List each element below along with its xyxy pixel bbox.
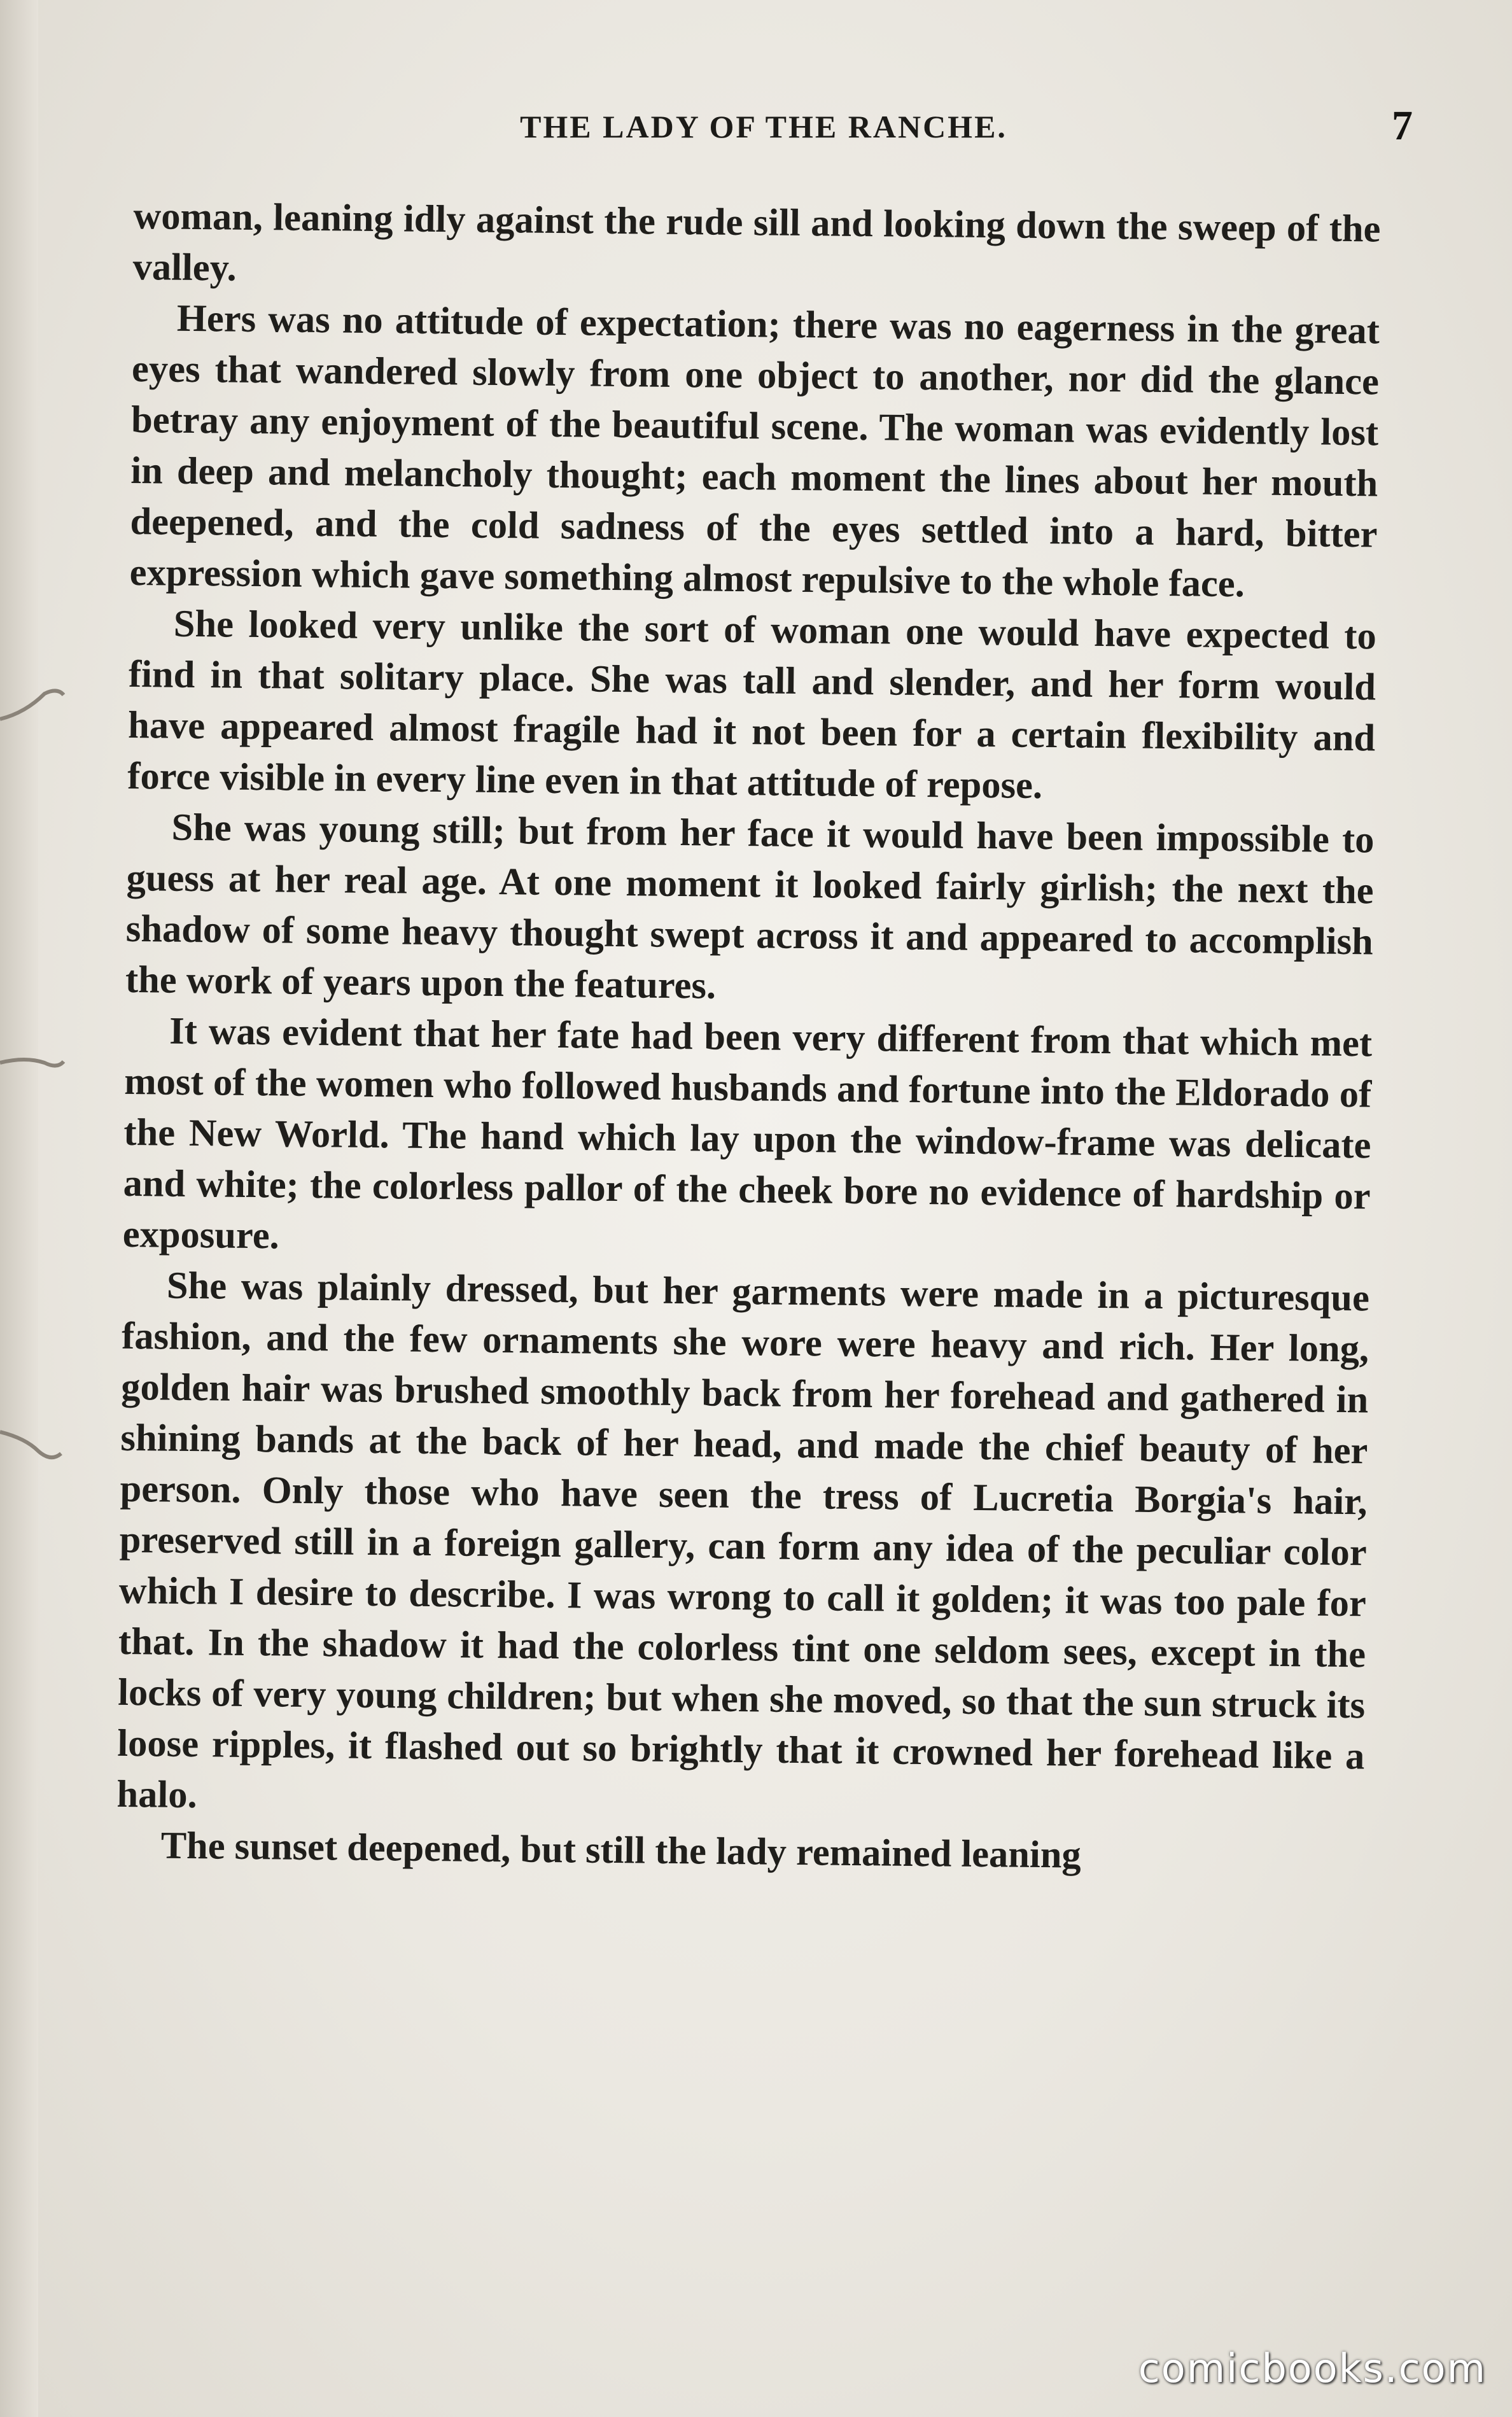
paragraph: It was evident that her fate had been very different from that which met most of the women who followed husbands and fortune into the Eldorado of the New World. The hand which lay upon the window-frame was delicate and white; the colorless pallor of the cheek bore no evidence of hardship or exposure. xyxy=(122,1009,1373,1258)
binding-thread-mark xyxy=(0,687,76,725)
paragraph: The sunset deepened, but still the lady remained leaning xyxy=(160,1824,1082,1877)
binding-thread-mark xyxy=(0,1426,76,1464)
paragraph: She was young still; but from her face it would have been impossible to guess at her real age. At one moment it looked fairly girlish; the next the shadow of some heavy thought swept across it and appeared to accomplish the work of years upon the features. xyxy=(125,806,1375,1007)
paragraph: Hers was no attitude of expectation; there was no eagerness in the great eyes that wandered slowly from one object to another, nor did the glance betray any enjoyment of the beautiful scene. The woman was evidently lost in deep and melancholy thought; each moment the lines about her mouth deepened, and the cold sadness of the eyes settled into a hard, bitter expression which gave something almost repulsive to the whole face. xyxy=(129,297,1380,606)
paragraph: She looked very unlike the sort of woman one would have expected to find in that solitary place. She was tall and slender, and her form would have appeared almost fragile had it not been for a certain flexibility and force visible in every line even in that attitude of repose. xyxy=(127,602,1377,808)
site-watermark: comicbooks.com xyxy=(1138,2345,1487,2392)
paragraph: woman, leaning idly against the rude sill and looking down the sweep of the valley. xyxy=(132,194,1381,290)
body-text xyxy=(116,191,1381,1884)
page-binding-edge xyxy=(0,0,38,2417)
page-number: 7 xyxy=(1392,102,1413,149)
paragraph: She was plainly dressed, but her garments were made in a picturesque fashion, and the few ornaments she wore were heavy and rich. Her long, golden hair was brushed smoothly back from her forehead and gathered in shining bands at the back of her head, and made the chief beauty of her person. Only those who have seen the tress of Lucretia Borgia's hair, preserved still in a foreign gallery, can form any idea of the peculiar color which I desire to describe. I was wrong to call it golden; it was too pale for that. In the shadow it had the colorless tint one seldom sees, except in the locks of very young children; but when she moved, so that the sun struck its loose ripples, it flashed out so brightly that it crowned her forehead like a halo. xyxy=(116,1264,1370,1817)
page-header xyxy=(140,95,1413,172)
binding-thread-mark xyxy=(0,1044,76,1082)
running-title: THE LADY OF THE RANCHE. xyxy=(520,109,1007,144)
